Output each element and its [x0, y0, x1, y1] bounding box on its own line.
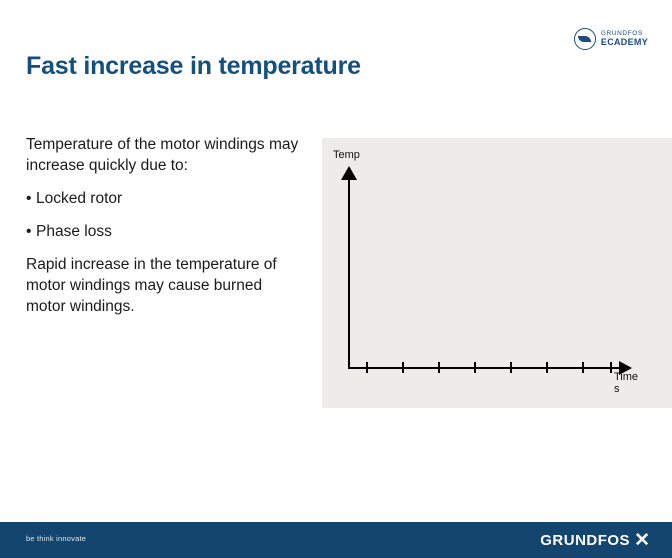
list-item-label: Locked rotor — [36, 189, 123, 207]
x-axis-line — [348, 367, 621, 369]
list-item-label: Phase loss — [36, 222, 112, 240]
footer-brand-name: GRUNDFOS — [540, 532, 631, 549]
body-text-column — [26, 135, 304, 329]
x-axis-tick — [610, 362, 612, 373]
bullet-marker: • — [26, 189, 32, 207]
list-item — [26, 222, 304, 243]
grundfos-ecademy-logo — [574, 28, 648, 50]
temperature-time-chart — [322, 138, 672, 408]
x-axis-tick — [366, 362, 368, 373]
x-axis-tick — [438, 362, 440, 373]
bullet-marker: • — [26, 222, 32, 240]
x-axis-label-line2: s — [614, 382, 620, 395]
body-paragraph-2: Rapid increase in the temperature of motor windings may cause burned motor windings. — [26, 255, 277, 315]
logo-text — [601, 31, 648, 47]
logo-line2: ECADEMY — [600, 36, 648, 47]
x-axis-tick — [582, 362, 584, 373]
body-paragraph-1: Temperature of the motor windings may increase quickly due to: — [26, 136, 299, 174]
footer-bar — [0, 522, 672, 558]
footer-tagline: be think innovate — [26, 534, 87, 543]
grundfos-circle-icon — [574, 28, 596, 50]
x-axis-tick — [546, 362, 548, 373]
x-axis-tick — [510, 362, 512, 373]
y-axis-line — [348, 178, 350, 368]
chart-x-axis-label — [614, 372, 654, 395]
x-axis-tick — [402, 362, 404, 373]
list-item — [26, 189, 304, 210]
page-title: Fast increase in temperature — [26, 52, 361, 80]
logo-line1: GRUNDFOS — [600, 29, 643, 37]
x-axis-label-line1: Time — [614, 371, 639, 383]
grundfos-x-icon: ✕ — [634, 530, 650, 551]
x-axis-tick — [474, 362, 476, 373]
chart-y-axis-label: Temp — [333, 149, 360, 161]
footer-brand-logo — [540, 531, 650, 550]
chart-plot-area — [322, 138, 672, 408]
